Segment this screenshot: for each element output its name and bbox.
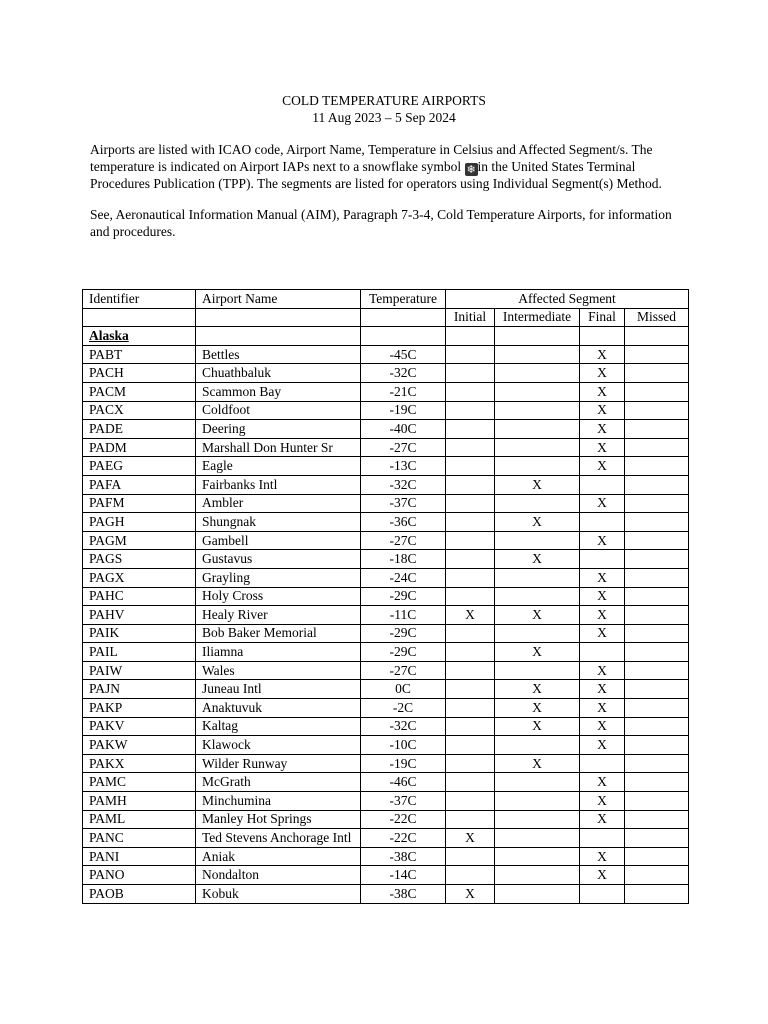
final-cell: X: [580, 624, 625, 643]
identifier-cell: PACH: [83, 364, 196, 383]
initial-cell: [446, 438, 495, 457]
airport-name-cell: Aniak: [196, 847, 361, 866]
region-label: Alaska: [83, 327, 196, 346]
final-cell: X: [580, 568, 625, 587]
temperature-cell: -45C: [361, 345, 446, 364]
final-cell: X: [580, 717, 625, 736]
temperature-cell: -22C: [361, 810, 446, 829]
airport-name-cell: Chuathbaluk: [196, 364, 361, 383]
intermediate-cell: X: [495, 513, 580, 532]
temperature-cell: -29C: [361, 587, 446, 606]
table-row: [83, 420, 689, 439]
final-cell: X: [580, 680, 625, 699]
temperature-cell: -24C: [361, 568, 446, 587]
identifier-cell: PAIW: [83, 661, 196, 680]
missed-cell: [625, 736, 689, 755]
airport-name-cell: Juneau Intl: [196, 680, 361, 699]
airport-name-cell: Kobuk: [196, 885, 361, 904]
initial-cell: [446, 382, 495, 401]
table-row: [83, 606, 689, 625]
final-cell: X: [580, 792, 625, 811]
airport-name-cell: Minchumina: [196, 792, 361, 811]
intermediate-header: Intermediate: [495, 308, 580, 327]
missed-cell: [625, 587, 689, 606]
airport-name-cell: Ambler: [196, 494, 361, 513]
identifier-cell: PADE: [83, 420, 196, 439]
temperature-cell: -32C: [361, 364, 446, 383]
initial-cell: [446, 457, 495, 476]
table-row: [83, 643, 689, 662]
final-cell: X: [580, 606, 625, 625]
table-row: [83, 345, 689, 364]
airport-name-cell: Healy River: [196, 606, 361, 625]
airport-name-cell: Bob Baker Memorial: [196, 624, 361, 643]
final-cell: X: [580, 736, 625, 755]
airport-name-header: Airport Name: [196, 290, 361, 309]
table-row: [83, 699, 689, 718]
missed-cell: [625, 717, 689, 736]
table-row: [83, 810, 689, 829]
identifier-cell: PAFA: [83, 475, 196, 494]
final-cell: X: [580, 401, 625, 420]
temperature-header: Temperature: [361, 290, 446, 309]
intro-text-end: in the United States Terminal Procedures Publication (TPP). The segments are listed for operators using Individual Segment(s) Method.: [90, 158, 662, 191]
airport-name-cell: Marshall Don Hunter Sr: [196, 438, 361, 457]
missed-cell: [625, 885, 689, 904]
missed-cell: [625, 345, 689, 364]
airport-name-cell: Deering: [196, 420, 361, 439]
airport-name-cell: Anaktuvuk: [196, 699, 361, 718]
temperature-cell: -32C: [361, 475, 446, 494]
empty-cell: [625, 327, 689, 346]
identifier-cell: PANC: [83, 829, 196, 848]
table-row: [83, 550, 689, 569]
missed-cell: [625, 829, 689, 848]
airport-name-cell: Wilder Runway: [196, 754, 361, 773]
temperature-cell: -29C: [361, 643, 446, 662]
empty-cell: [495, 327, 580, 346]
table-row: [83, 773, 689, 792]
airport-name-cell: Gambell: [196, 531, 361, 550]
initial-cell: [446, 420, 495, 439]
intermediate-cell: [495, 531, 580, 550]
intermediate-cell: [495, 829, 580, 848]
initial-cell: [446, 717, 495, 736]
initial-cell: [446, 661, 495, 680]
identifier-cell: PAHC: [83, 587, 196, 606]
identifier-cell: PAKW: [83, 736, 196, 755]
airport-name-cell: Coldfoot: [196, 401, 361, 420]
airport-name-cell: McGrath: [196, 773, 361, 792]
final-cell: [580, 829, 625, 848]
initial-cell: [446, 847, 495, 866]
intermediate-cell: [495, 792, 580, 811]
temperature-cell: -13C: [361, 457, 446, 476]
intermediate-cell: [495, 866, 580, 885]
missed-cell: [625, 364, 689, 383]
temperature-cell: -38C: [361, 885, 446, 904]
airport-name-cell: Iliamna: [196, 643, 361, 662]
empty-cell: [196, 327, 361, 346]
empty-cell: [446, 327, 495, 346]
missed-header: Missed: [625, 308, 689, 327]
initial-cell: [446, 345, 495, 364]
missed-cell: [625, 754, 689, 773]
intermediate-cell: [495, 847, 580, 866]
airport-name-cell: Grayling: [196, 568, 361, 587]
identifier-cell: PABT: [83, 345, 196, 364]
empty-cell: [196, 308, 361, 327]
missed-cell: [625, 847, 689, 866]
intermediate-cell: [495, 773, 580, 792]
missed-cell: [625, 568, 689, 587]
table-row: [83, 866, 689, 885]
intermediate-cell: [495, 736, 580, 755]
identifier-cell: PAGX: [83, 568, 196, 587]
snowflake-icon: ❄: [466, 162, 476, 176]
missed-cell: [625, 680, 689, 699]
identifier-cell: PAGH: [83, 513, 196, 532]
initial-cell: [446, 513, 495, 532]
table-row: [83, 513, 689, 532]
initial-cell: [446, 736, 495, 755]
final-cell: [580, 643, 625, 662]
table-row: [83, 736, 689, 755]
table-row: [83, 624, 689, 643]
intermediate-cell: X: [495, 699, 580, 718]
temperature-cell: -29C: [361, 624, 446, 643]
identifier-header: Identifier: [83, 290, 196, 309]
temperature-cell: -27C: [361, 531, 446, 550]
table-row: [83, 829, 689, 848]
final-header: Final: [580, 308, 625, 327]
identifier-cell: PAJN: [83, 680, 196, 699]
final-cell: [580, 475, 625, 494]
intermediate-cell: [495, 885, 580, 904]
final-cell: [580, 550, 625, 569]
aim-reference-paragraph: See, Aeronautical Information Manual (AIM), Paragraph 7-3-4, Cold Temperature Airports, for information and procedures.: [90, 207, 672, 239]
missed-cell: [625, 866, 689, 885]
table-row: [83, 792, 689, 811]
table-row: [83, 494, 689, 513]
intermediate-cell: [495, 810, 580, 829]
missed-cell: [625, 382, 689, 401]
final-cell: X: [580, 810, 625, 829]
intermediate-cell: X: [495, 680, 580, 699]
temperature-cell: -22C: [361, 829, 446, 848]
missed-cell: [625, 550, 689, 569]
temperature-cell: -19C: [361, 754, 446, 773]
airport-name-cell: Manley Hot Springs: [196, 810, 361, 829]
identifier-cell: PAML: [83, 810, 196, 829]
initial-cell: [446, 364, 495, 383]
intermediate-cell: [495, 438, 580, 457]
airport-name-cell: Nondalton: [196, 866, 361, 885]
airport-name-cell: Fairbanks Intl: [196, 475, 361, 494]
table-row: [83, 717, 689, 736]
table-row: [83, 680, 689, 699]
missed-cell: [625, 401, 689, 420]
identifier-cell: PANO: [83, 866, 196, 885]
table-row: [83, 661, 689, 680]
temperature-cell: -10C: [361, 736, 446, 755]
missed-cell: [625, 624, 689, 643]
initial-cell: [446, 624, 495, 643]
date-range: 11 Aug 2023 – 5 Sep 2024: [312, 110, 456, 125]
table-row: [83, 754, 689, 773]
temperature-cell: -27C: [361, 661, 446, 680]
table-row: [83, 885, 689, 904]
airports-table: [82, 289, 689, 904]
empty-cell: [580, 327, 625, 346]
table-row: [83, 438, 689, 457]
identifier-cell: PAHV: [83, 606, 196, 625]
identifier-cell: PAKP: [83, 699, 196, 718]
identifier-cell: PAKV: [83, 717, 196, 736]
airport-name-cell: Kaltag: [196, 717, 361, 736]
temperature-cell: -19C: [361, 401, 446, 420]
missed-cell: [625, 773, 689, 792]
table-row: [83, 457, 689, 476]
table-row: [83, 401, 689, 420]
airport-name-cell: Eagle: [196, 457, 361, 476]
final-cell: [580, 513, 625, 532]
final-cell: X: [580, 661, 625, 680]
initial-cell: [446, 810, 495, 829]
airport-name-cell: Scammon Bay: [196, 382, 361, 401]
missed-cell: [625, 513, 689, 532]
table-row: [83, 531, 689, 550]
initial-cell: X: [446, 606, 495, 625]
affected-segment-header: Affected Segment: [446, 290, 689, 309]
intermediate-cell: [495, 382, 580, 401]
final-cell: X: [580, 699, 625, 718]
temperature-cell: -40C: [361, 420, 446, 439]
airport-name-cell: Bettles: [196, 345, 361, 364]
empty-cell: [361, 327, 446, 346]
airport-name-cell: Klawock: [196, 736, 361, 755]
temperature-cell: -2C: [361, 699, 446, 718]
intermediate-cell: [495, 457, 580, 476]
identifier-cell: PAMC: [83, 773, 196, 792]
intermediate-cell: [495, 587, 580, 606]
identifier-cell: PAKX: [83, 754, 196, 773]
intermediate-cell: X: [495, 550, 580, 569]
table-row: [83, 382, 689, 401]
initial-cell: [446, 401, 495, 420]
final-cell: X: [580, 382, 625, 401]
identifier-cell: PANI: [83, 847, 196, 866]
missed-cell: [625, 494, 689, 513]
missed-cell: [625, 810, 689, 829]
missed-cell: [625, 457, 689, 476]
temperature-cell: -38C: [361, 847, 446, 866]
initial-cell: [446, 754, 495, 773]
final-cell: X: [580, 364, 625, 383]
intermediate-cell: [495, 661, 580, 680]
identifier-cell: PAFM: [83, 494, 196, 513]
identifier-cell: PACM: [83, 382, 196, 401]
initial-cell: [446, 568, 495, 587]
airport-name-cell: Shungnak: [196, 513, 361, 532]
table-row: [83, 364, 689, 383]
page-title: COLD TEMPERATURE AIRPORTS: [282, 93, 486, 108]
temperature-cell: -14C: [361, 866, 446, 885]
missed-cell: [625, 438, 689, 457]
missed-cell: [625, 792, 689, 811]
identifier-cell: PAOB: [83, 885, 196, 904]
initial-header: Initial: [446, 308, 495, 327]
intermediate-cell: [495, 568, 580, 587]
intermediate-cell: [495, 420, 580, 439]
initial-cell: X: [446, 829, 495, 848]
table-row: [83, 587, 689, 606]
temperature-cell: -36C: [361, 513, 446, 532]
final-cell: X: [580, 345, 625, 364]
identifier-cell: PAMH: [83, 792, 196, 811]
initial-cell: [446, 699, 495, 718]
table-row: [83, 568, 689, 587]
temperature-cell: -18C: [361, 550, 446, 569]
missed-cell: [625, 475, 689, 494]
intermediate-cell: [495, 364, 580, 383]
missed-cell: [625, 643, 689, 662]
final-cell: X: [580, 866, 625, 885]
temperature-cell: -11C: [361, 606, 446, 625]
initial-cell: [446, 773, 495, 792]
intermediate-cell: X: [495, 475, 580, 494]
intermediate-cell: X: [495, 717, 580, 736]
missed-cell: [625, 661, 689, 680]
initial-cell: [446, 475, 495, 494]
table-subheader-row: [83, 308, 689, 327]
identifier-cell: PAEG: [83, 457, 196, 476]
initial-cell: [446, 643, 495, 662]
missed-cell: [625, 606, 689, 625]
initial-cell: [446, 680, 495, 699]
empty-cell: [83, 308, 196, 327]
temperature-cell: -21C: [361, 382, 446, 401]
region-row: [83, 327, 689, 346]
intermediate-cell: [495, 624, 580, 643]
initial-cell: [446, 550, 495, 569]
temperature-cell: -46C: [361, 773, 446, 792]
intro-text-start: Airports are listed with ICAO code, Airport Name, Temperature in Celsius and Affected Segment/s. The temperature is indicated on Airport IAPs next to a snowflake symbol: [90, 142, 653, 174]
identifier-cell: PAGM: [83, 531, 196, 550]
missed-cell: [625, 531, 689, 550]
final-cell: X: [580, 438, 625, 457]
airport-name-cell: Holy Cross: [196, 587, 361, 606]
temperature-cell: -37C: [361, 792, 446, 811]
intermediate-cell: [495, 401, 580, 420]
final-cell: X: [580, 773, 625, 792]
intermediate-cell: X: [495, 643, 580, 662]
initial-cell: X: [446, 885, 495, 904]
final-cell: [580, 885, 625, 904]
initial-cell: [446, 531, 495, 550]
final-cell: [580, 754, 625, 773]
final-cell: X: [580, 494, 625, 513]
table-row: [83, 475, 689, 494]
temperature-cell: -37C: [361, 494, 446, 513]
intermediate-cell: X: [495, 754, 580, 773]
identifier-cell: PACX: [83, 401, 196, 420]
identifier-cell: PAIK: [83, 624, 196, 643]
final-cell: X: [580, 420, 625, 439]
missed-cell: [625, 699, 689, 718]
identifier-cell: PAGS: [83, 550, 196, 569]
initial-cell: [446, 587, 495, 606]
intermediate-cell: [495, 345, 580, 364]
table-row: [83, 847, 689, 866]
temperature-cell: 0C: [361, 680, 446, 699]
airport-name-cell: Wales: [196, 661, 361, 680]
initial-cell: [446, 494, 495, 513]
airport-name-cell: Ted Stevens Anchorage Intl: [196, 829, 361, 848]
airport-name-cell: Gustavus: [196, 550, 361, 569]
temperature-cell: -27C: [361, 438, 446, 457]
table-header-row: [83, 290, 689, 309]
identifier-cell: PADM: [83, 438, 196, 457]
final-cell: X: [580, 531, 625, 550]
missed-cell: [625, 420, 689, 439]
final-cell: X: [580, 457, 625, 476]
intro-paragraph: [90, 142, 690, 193]
intermediate-cell: [495, 494, 580, 513]
final-cell: X: [580, 587, 625, 606]
initial-cell: [446, 866, 495, 885]
temperature-cell: -32C: [361, 717, 446, 736]
empty-cell: [361, 308, 446, 327]
identifier-cell: PAIL: [83, 643, 196, 662]
initial-cell: [446, 792, 495, 811]
final-cell: X: [580, 847, 625, 866]
intermediate-cell: X: [495, 606, 580, 625]
